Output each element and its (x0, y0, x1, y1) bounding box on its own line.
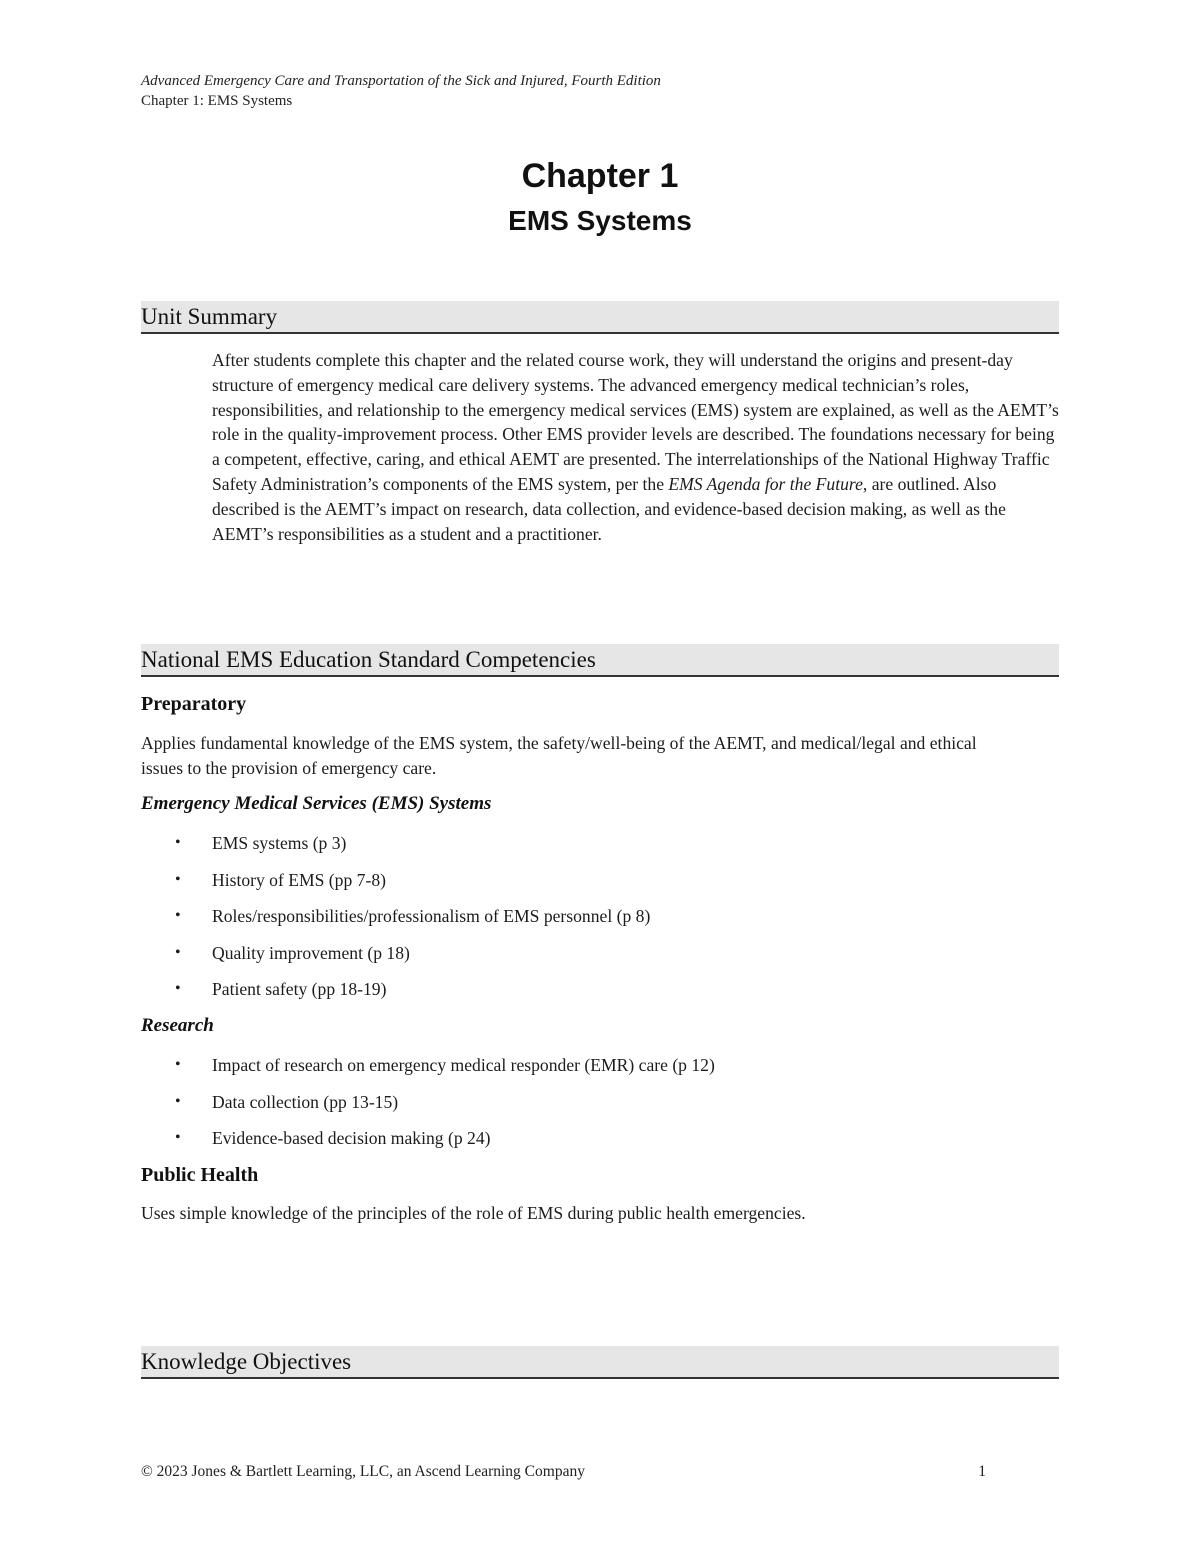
bullet-icon: • (175, 870, 181, 888)
book-title: Advanced Emergency Care and Transportation of the Sick and Injured, Fourth Edition (141, 73, 661, 89)
summary-text-italic-title: EMS Agenda for the Future (668, 473, 863, 494)
section-heading-unit-summary: Unit Summary (141, 304, 278, 329)
section-heading-knowledge-objectives: Knowledge Objectives (141, 1349, 352, 1374)
public-health-text: Uses simple knowledge of the principles of the role of EMS during public health emergencies. (141, 1203, 806, 1223)
copyright-notice: © 2023 Jones & Bartlett Learning, LLC, an Ascend Learning Company (141, 1463, 585, 1480)
section-bar-knowledge-objectives (141, 1346, 1059, 1379)
chapter-heading (0, 154, 1200, 239)
list-item-text: Roles/responsibilities/professionalism of EMS personnel (p 8) (212, 906, 651, 926)
unit-summary-text (212, 348, 1062, 546)
list-item-text: Patient safety (pp 18-19) (212, 979, 387, 999)
page-number: 1 (978, 1463, 986, 1480)
bullet-icon: • (175, 1056, 181, 1073)
bullet-icon: • (175, 980, 181, 997)
list-item-text: Quality improvement (p 18) (212, 942, 410, 963)
summary-text-part-2: , are outlined. Also described is the AEMT’s impact on research, data collection, and evidence-based decision making, as well as the AEMT’s responsibilities as a student and a practitioner. (212, 473, 1006, 544)
section-bar-competencies (141, 644, 1059, 677)
list-item-text: Data collection (pp 13-15) (212, 1091, 399, 1112)
subheading-ems-systems: Emergency Medical Services (EMS) Systems (141, 793, 492, 814)
list-item-text: Evidence-based decision making (p 24) (212, 1128, 491, 1148)
bullet-icon: • (175, 907, 181, 924)
bullet-icon: • (175, 834, 181, 851)
chapter-line: Chapter 1: EMS Systems (141, 93, 293, 109)
summary-text-part-1: After students complete this chapter and the related course work, they will understand the origins and present-day structure of emergency medical care delivery systems. The advanced emergency medical technician’s roles, responsibilities, and relationship to the emergency medical services (EMS) system are explained, as well as the AEMT’s role in the quality-improvement process. Other EMS provider levels are described. The foundations necessary for being a competent, effective, caring, and ethical AEMT are presented. The interrelationships of the National Highway Traffic Safety Administration’s components of the EMS system, per the (212, 350, 1059, 494)
list-item-text: History of EMS (pp 7-8) (212, 869, 386, 890)
bullet-icon: • (175, 1092, 181, 1110)
section-heading-competencies: National EMS Education Standard Competencies (141, 647, 596, 672)
subheading-public-health: Public Health (141, 1164, 259, 1186)
bullet-icon: • (175, 1129, 181, 1146)
running-header (141, 71, 661, 111)
section-bar-unit-summary (141, 301, 1059, 334)
subheading-preparatory: Preparatory (141, 693, 247, 715)
subheading-research: Research (141, 1015, 214, 1036)
chapter-number: Chapter 1 (521, 157, 679, 195)
preparatory-text: Applies fundamental knowledge of the EMS system, the safety/well-being of the AEMT, and medical/legal and ethical issues to the provision of emergency care. (141, 733, 977, 778)
chapter-title: EMS Systems (508, 205, 692, 236)
bullet-icon: • (175, 943, 181, 961)
list-item-text: EMS systems (p 3) (212, 833, 347, 853)
list-item-text: Impact of research on emergency medical responder (EMR) care (p 12) (212, 1055, 715, 1075)
